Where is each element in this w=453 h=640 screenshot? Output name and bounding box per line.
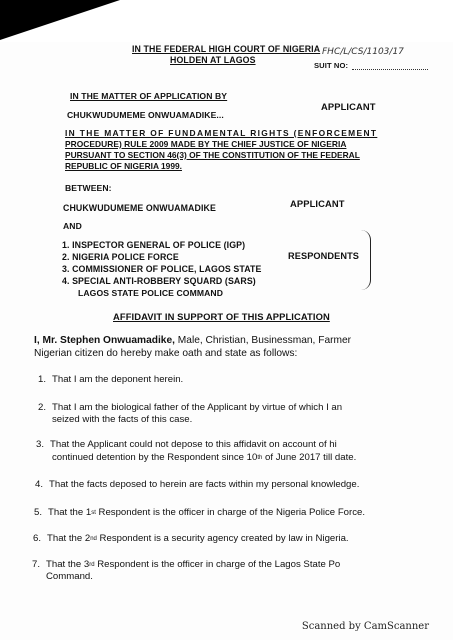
paragraph-number: 7. <box>32 559 41 570</box>
suit-number-handwritten: FHC/L/CS/1103/17 <box>322 47 404 57</box>
paragraph-5 <box>34 507 365 520</box>
matter-applicant-role: APPLICANT <box>321 101 376 112</box>
respondent-4: 4. SPECIAL ANTI-ROBBERY SQUARD (SARS) <box>62 276 256 286</box>
ordinal-suffix: nd <box>90 536 97 542</box>
deponent-description: Male, Christian, Businessman, Farmer <box>174 335 352 346</box>
paragraph-number: 5. <box>34 507 43 518</box>
paragraph-number: 1. <box>38 374 47 385</box>
paragraph-text: Respondent is a security agency created by law in Nigeria. <box>96 533 349 544</box>
deponent-name: I, Mr. Stephen Onwuamadike, <box>34 335 175 346</box>
suit-number-line <box>352 69 428 70</box>
suit-number-label: SUIT NO: <box>314 61 349 70</box>
respondent-2: 2. NIGERIA POLICE FORCE <box>62 252 179 262</box>
fr-line-3: PURSUANT TO SECTION 46(3) OF THE CONSTITUTION OF THE FEDERAL <box>65 150 360 160</box>
paragraph-1 <box>38 374 183 387</box>
ordinal-suffix: th <box>257 455 263 461</box>
matter-applicant-name: CHUKWUDUMEME ONWUAMADIKE... <box>67 110 224 120</box>
paragraph-text: That the facts deposed to herein are facts within my personal knowledge. <box>49 479 360 490</box>
paragraph-2-cont: seized with the facts of this case. <box>52 414 193 425</box>
matter-heading: IN THE MATTER OF APPLICATION BY <box>70 91 228 101</box>
paragraph-text: That I am the biological father of the Applicant by virtue of which I an <box>52 402 343 413</box>
respondent-4-continued: LAGOS STATE POLICE COMMAND <box>78 288 224 298</box>
court-location: HOLDEN AT LAGOS <box>170 55 256 65</box>
ordinal-suffix: rd <box>89 562 95 568</box>
intro-line-1 <box>34 335 351 348</box>
paragraph-text: That the Applicant could not depose to this affidavit on account of hi <box>50 439 337 450</box>
respondents-label: RESPONDENTS <box>288 251 360 261</box>
paragraph-number: 4. <box>35 479 44 490</box>
respondents-brace <box>356 230 371 290</box>
scanner-watermark: Scanned by CamScanner <box>301 621 429 632</box>
paragraph-text: continued detention by the Respondent since 10 <box>52 452 258 463</box>
paragraph-text: Respondent is the officer in charge of the Nigeria Police Force. <box>95 507 366 518</box>
paragraph-text: That the 1 <box>48 507 92 518</box>
between-label: BETWEEN: <box>65 183 112 193</box>
paragraph-number: 3. <box>36 439 45 450</box>
parties-applicant-name: CHUKWUDUMEME ONWUAMADIKE <box>63 203 216 213</box>
paragraph-7-cont: Command. <box>46 571 93 582</box>
fr-line-2: PROCEDURE) RULE 2009 MADE BY THE CHIEF JUSTICE OF NIGERIA <box>65 139 347 149</box>
paragraph-text: Respondent is the officer in charge of the Lagos State Po <box>94 559 341 570</box>
paragraph-3-cont <box>52 452 356 465</box>
paragraph-3 <box>36 439 337 452</box>
paragraph-6 <box>33 533 349 546</box>
parties-applicant-role: APPLICANT <box>290 198 345 209</box>
paragraph-text: That the 3 <box>46 559 90 570</box>
paragraph-text: of June 2017 till date. <box>262 452 357 463</box>
paragraph-text: That I am the deponent herein. <box>52 374 184 385</box>
paragraph-7 <box>32 559 340 572</box>
paragraph-4 <box>35 479 359 492</box>
fr-line-4: REPUBLIC OF NIGERIA 1999. <box>65 161 182 171</box>
intro-line-2: Nigerian citizen do hereby make oath and state as follows: <box>34 348 298 359</box>
and-label: AND <box>63 221 82 231</box>
paragraph-text: That the 2 <box>47 533 91 544</box>
affidavit-title: AFFIDAVIT IN SUPPORT OF THIS APPLICATION <box>113 311 330 322</box>
fr-line-1: IN THE MATTER OF FUNDAMENTAL RIGHTS (ENFORCEMENT <box>65 128 378 138</box>
ordinal-suffix: st <box>91 510 96 516</box>
respondent-1: 1. INSPECTOR GENERAL OF POLICE (IGP) <box>62 240 246 250</box>
paragraph-number: 2. <box>38 402 47 413</box>
respondent-3: 3. COMMISSIONER OF POLICE, LAGOS STATE <box>62 264 262 274</box>
paragraph-2 <box>38 402 342 415</box>
paragraph-number: 6. <box>33 533 42 544</box>
court-title: IN THE FEDERAL HIGH COURT OF NIGERIA <box>132 44 321 54</box>
